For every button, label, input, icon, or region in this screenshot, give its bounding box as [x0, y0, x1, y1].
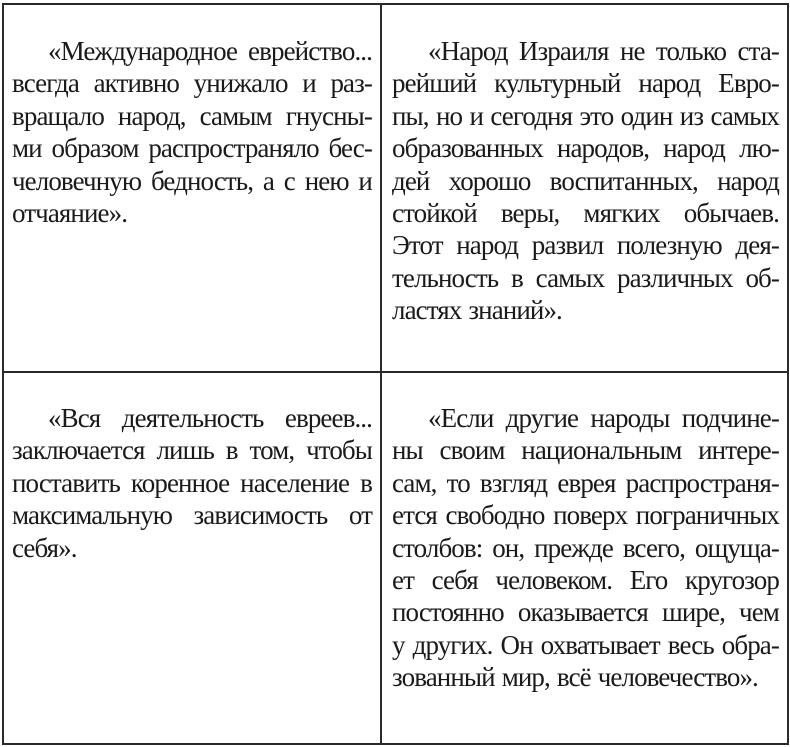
text-line	[392, 499, 779, 531]
word: зованный	[392, 662, 495, 693]
word: постоянно	[392, 597, 504, 628]
text-line	[392, 229, 779, 261]
word: стойкой	[392, 197, 477, 228]
word: образованных	[392, 133, 543, 164]
word: весь	[667, 629, 714, 660]
word: народов,	[556, 133, 650, 164]
word: но	[435, 100, 463, 131]
word: дея-	[735, 230, 779, 261]
word: всё	[556, 662, 591, 693]
word: зависимость	[193, 500, 328, 531]
word: гнусны-	[285, 100, 372, 131]
word: знаний».	[468, 295, 562, 326]
word: том,	[249, 435, 295, 466]
word: взгляд	[479, 467, 548, 498]
word: лишь	[156, 435, 214, 466]
text-line	[12, 67, 372, 99]
word: население	[240, 467, 350, 498]
word: самым	[199, 100, 272, 131]
word: и	[469, 100, 484, 131]
word: столбов:	[392, 532, 483, 563]
word: обычаев.	[683, 197, 779, 228]
text-line	[12, 499, 372, 531]
word: от	[348, 500, 372, 531]
word: не	[619, 36, 645, 66]
table-row	[3, 4, 788, 372]
word: мир,	[501, 662, 550, 693]
text-line	[392, 564, 779, 596]
word: народы	[590, 403, 670, 433]
quote-cell-top-right	[381, 4, 788, 372]
text-line	[392, 35, 779, 67]
word: лю-	[739, 133, 779, 164]
word: народ	[717, 165, 779, 196]
word: у	[392, 629, 405, 660]
text-line	[392, 197, 779, 229]
word: об-	[745, 262, 779, 293]
word: всегда	[12, 68, 79, 99]
word: прежде	[534, 532, 613, 563]
text-line	[392, 434, 779, 466]
word: ет	[392, 564, 414, 595]
word: ми	[12, 133, 42, 164]
text-line	[12, 100, 372, 132]
word: то	[446, 467, 470, 498]
word: народ,	[117, 100, 186, 131]
word: и	[302, 68, 316, 99]
text-line	[12, 434, 372, 466]
word: ны	[392, 435, 423, 466]
word: свободно	[445, 500, 545, 531]
word: человечную	[12, 165, 142, 196]
word: народ	[638, 68, 701, 99]
word: максимальную	[12, 500, 172, 531]
word: распространя-	[625, 467, 779, 498]
word: дей	[392, 165, 430, 196]
word: ста-	[737, 36, 779, 66]
word: кругозор	[685, 564, 779, 595]
word: Этот	[392, 230, 443, 261]
text-line	[12, 532, 372, 564]
word: раз-	[330, 68, 372, 99]
text-line	[392, 532, 779, 564]
word: бедность,	[150, 165, 254, 196]
quote-text	[4, 5, 380, 229]
word: обра-	[721, 629, 779, 660]
word: ластях	[392, 295, 462, 326]
text-line	[12, 132, 372, 164]
word: поверх	[553, 500, 628, 531]
text-line	[12, 165, 372, 197]
word: поставить	[12, 467, 120, 498]
word: чем	[739, 597, 779, 628]
word: отчаяние».	[12, 197, 128, 228]
word: себя».	[12, 532, 77, 563]
word: ощуща-	[694, 532, 779, 563]
word: нею	[304, 165, 349, 196]
quote-text	[382, 373, 787, 694]
quote-text	[382, 5, 787, 327]
word: в	[360, 467, 372, 498]
word: активно	[93, 68, 179, 99]
word: еврея	[557, 467, 616, 498]
word: рейший	[392, 68, 477, 99]
word: в	[511, 262, 523, 293]
text-line	[12, 197, 372, 229]
text-line	[392, 262, 779, 294]
word: это	[579, 100, 614, 131]
word: себя	[431, 564, 478, 595]
word: унижало	[193, 68, 288, 99]
word: Израиля	[518, 36, 609, 66]
text-line	[12, 35, 372, 67]
word: и	[358, 165, 372, 196]
word: интере-	[698, 435, 779, 466]
quote-cell-top-left	[3, 4, 381, 372]
word: чтобы	[306, 435, 372, 466]
text-line	[392, 467, 779, 499]
text-line	[12, 467, 372, 499]
word: а	[262, 165, 274, 196]
word: пы,	[392, 100, 429, 131]
text-line	[392, 596, 779, 628]
text-line	[12, 402, 372, 434]
word: человечество».	[597, 662, 758, 693]
word: всего,	[622, 532, 685, 563]
text-line	[392, 67, 779, 99]
quote-cell-bottom-right	[381, 372, 788, 744]
word: «Вся	[48, 403, 101, 433]
text-line	[392, 661, 779, 693]
word: сам,	[392, 467, 437, 498]
word: других.	[412, 629, 493, 660]
word: «Народ	[428, 36, 508, 66]
word: распространяло	[148, 133, 319, 164]
word: он,	[492, 532, 525, 563]
word: образом	[51, 133, 139, 164]
word: деятельность	[121, 403, 264, 433]
text-line	[392, 100, 779, 132]
word: самых	[710, 100, 779, 131]
word: ется	[392, 500, 437, 531]
word: шире,	[661, 597, 725, 628]
word: бес-	[328, 133, 372, 164]
word: тельность	[392, 262, 499, 293]
word: оказывается	[517, 597, 648, 628]
word: народ	[663, 133, 726, 164]
text-line	[392, 629, 779, 661]
word: национальным	[521, 435, 682, 466]
word: культурный	[494, 68, 621, 99]
word: Его	[629, 564, 668, 595]
word: из	[679, 100, 704, 131]
word: хорошо	[448, 165, 531, 196]
table-row	[3, 372, 788, 744]
word: в	[225, 435, 238, 466]
word: мягких	[583, 197, 660, 228]
quote-cell-bottom-left	[3, 372, 381, 744]
word: коренное	[130, 467, 230, 498]
word: подчине-	[681, 403, 779, 433]
text-line	[392, 402, 779, 434]
text-line	[392, 294, 779, 326]
word: Евро-	[718, 68, 779, 99]
word: пограничных	[635, 500, 779, 531]
word: другие	[505, 403, 579, 433]
word: развил	[531, 230, 604, 261]
word: еврейство...	[248, 36, 372, 66]
word: различных	[616, 262, 733, 293]
quote-text	[4, 373, 380, 564]
word: «Международное	[48, 36, 238, 66]
word: человеком.	[495, 564, 613, 595]
word: «Если	[428, 403, 494, 433]
text-line	[392, 165, 779, 197]
word: сегодня	[490, 100, 573, 131]
word: с	[283, 165, 295, 196]
text-line	[392, 132, 779, 164]
word: полезную	[616, 230, 722, 261]
word: веры,	[500, 197, 560, 228]
word: Он	[500, 629, 533, 660]
word: евреев...	[284, 403, 372, 433]
word: самых	[535, 262, 605, 293]
word: только	[655, 36, 727, 66]
word: народ	[456, 230, 519, 261]
word: воспитанных,	[549, 165, 698, 196]
word: своим	[439, 435, 505, 466]
quote-comparison-table	[2, 3, 789, 745]
word: охватывает	[540, 629, 660, 660]
word: вращало	[12, 100, 104, 131]
word: заключается	[12, 435, 145, 466]
word: один	[620, 100, 673, 131]
